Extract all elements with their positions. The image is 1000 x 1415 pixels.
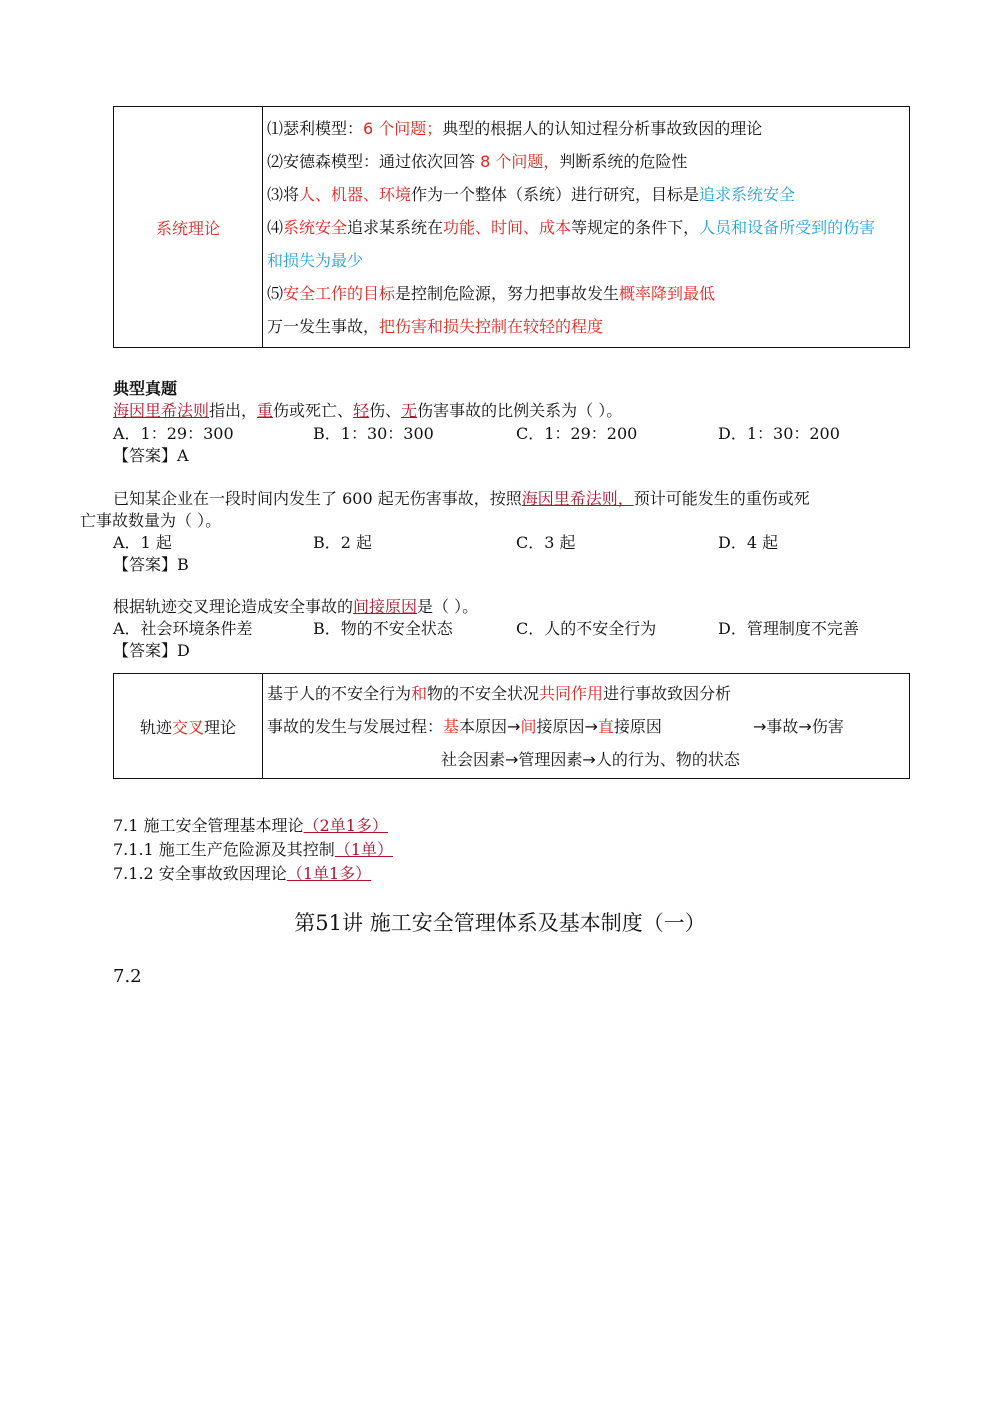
- section-number: 7.2: [113, 966, 142, 987]
- toc-item[interactable]: 7.1.1 施工生产危险源及其控制（1单）: [113, 840, 393, 859]
- text-segment: 重: [257, 401, 274, 420]
- text-segment: 典型的根据人的认知过程分析事故致因的理论: [442, 118, 763, 138]
- text-segment: 接原因→: [536, 716, 598, 736]
- text-segment: 安全工作的目标: [283, 283, 396, 303]
- text-segment: 已知某企业在一段时间内发生了 600 起无伤害事故，按照: [113, 489, 522, 508]
- text-segment: 预计可能发生的重伤或死: [633, 489, 810, 508]
- text-segment: 海因里希法则: [113, 401, 210, 420]
- text-segment: 是控制危险源，努力把事故发生: [395, 283, 620, 303]
- text-segment: 理论: [204, 717, 237, 737]
- text-segment: ⑷: [267, 217, 284, 237]
- text-segment: 伤或死亡、: [273, 401, 354, 420]
- question-1-options: [113, 423, 913, 445]
- system-theory-row: [267, 244, 905, 277]
- trajectory-theory-label: [114, 674, 263, 779]
- system-theory-row: [267, 211, 905, 244]
- system-theory-label: 系统理论: [114, 107, 263, 348]
- trajectory-theory-table: [113, 673, 910, 779]
- text-segment: 基于人的不安全行为: [267, 683, 412, 703]
- option-a[interactable]: A．1 起: [113, 533, 172, 552]
- text-segment: 概率降到最低: [619, 283, 716, 303]
- option-b[interactable]: B．1：30：300: [313, 424, 434, 443]
- question-1-text: [113, 400, 622, 422]
- text-segment: 间: [520, 716, 537, 736]
- question-2-options: [113, 532, 913, 554]
- text-segment: 系统安全: [283, 217, 348, 237]
- option-c[interactable]: C．1：29：200: [516, 424, 638, 443]
- text-segment: 共同作用: [539, 683, 604, 703]
- trajectory-theory-content: [263, 674, 910, 779]
- system-theory-row: [267, 178, 905, 211]
- question-2-answer: 【答案】B: [113, 555, 189, 574]
- question-2-text: [113, 488, 810, 510]
- system-theory-row: [267, 277, 905, 310]
- text-segment: 8 个问题，: [480, 151, 560, 171]
- option-a[interactable]: A．1：29：300: [113, 424, 234, 443]
- text-segment: 物的不安全状况: [427, 683, 540, 703]
- option-b[interactable]: B．2 起: [313, 533, 373, 552]
- text-segment: 指出，: [209, 401, 258, 420]
- question-2-text-line2: 亡事故数量为（ ）。: [80, 511, 222, 530]
- text-segment: 无: [401, 401, 418, 420]
- text-segment: 功能、时间、成本: [443, 217, 572, 237]
- text-segment: ⑵安德森模型：通过依次回答: [267, 151, 481, 171]
- text-segment: 万一发生事故，: [267, 316, 380, 336]
- text-segment: 追求系统安全: [699, 184, 796, 204]
- question-1-answer: 【答案】A: [113, 446, 189, 465]
- heading-typical-questions: 典型真题: [113, 379, 178, 398]
- text-segment: 把伤害和损失控制在较轻的程度: [379, 316, 604, 336]
- question-3-options: [113, 618, 913, 640]
- text-segment: 直: [597, 716, 614, 736]
- text-segment: 根据轨迹交叉理论造成安全事故的: [113, 597, 354, 616]
- text-segment: 接原因: [613, 716, 662, 736]
- question-3-answer: 【答案】D: [113, 641, 190, 660]
- trajectory-row-3: 社会因素→管理因素→人的行为、物的状态: [441, 749, 740, 769]
- text-segment: 海因里希法则，: [521, 489, 634, 508]
- text-segment: 6 个问题；: [363, 118, 443, 138]
- trajectory-row-1: [267, 677, 905, 710]
- question-3-text: [113, 596, 478, 618]
- option-b[interactable]: B．物的不安全状态: [313, 619, 453, 638]
- system-theory-row: [267, 145, 905, 178]
- text-segment: 是（ ）。: [417, 597, 479, 616]
- option-d[interactable]: D．1：30：200: [718, 424, 840, 443]
- trajectory-row-2: [267, 710, 905, 743]
- toc-list: [113, 814, 393, 886]
- text-segment: 等规定的条件下，: [571, 217, 700, 237]
- text-segment: 事故的发生与发展过程：: [267, 716, 444, 736]
- text-segment: 伤、: [369, 401, 402, 420]
- text-segment: 基: [443, 716, 460, 736]
- system-theory-content: [263, 107, 910, 348]
- text-segment: 伤害事故的比例关系为（ ）。: [417, 401, 623, 420]
- option-d[interactable]: D．4 起: [718, 533, 779, 552]
- text-segment: 进行事故致因分析: [603, 683, 732, 703]
- text-segment: 间接原因: [353, 597, 418, 616]
- lecture-title: 第51讲 施工安全管理体系及基本制度（一）: [294, 911, 706, 935]
- text-segment: 轻: [353, 401, 370, 420]
- text-segment: 判断系统的危险性: [559, 151, 688, 171]
- text-segment: 轨迹: [139, 717, 172, 737]
- option-c[interactable]: C．3 起: [516, 533, 576, 552]
- system-theory-row: [267, 112, 905, 145]
- text-segment: ⑴瑟利模型：: [267, 118, 364, 138]
- toc-item[interactable]: 7.1.2 安全事故致因理论（1单1多）: [113, 864, 372, 883]
- option-d[interactable]: D．管理制度不完善: [718, 619, 859, 638]
- text-segment: 人员和设备所受到的伤害: [699, 217, 876, 237]
- text-segment: 追求某系统在: [347, 217, 444, 237]
- option-c[interactable]: C．人的不安全行为: [516, 619, 657, 638]
- text-segment: 和损失为最少: [267, 250, 364, 270]
- text-segment: 本原因→: [459, 716, 521, 736]
- text-segment: 人、机器、环境: [299, 184, 412, 204]
- trajectory-row-2-result: →事故→伤害: [753, 716, 844, 736]
- system-theory-table: [113, 106, 910, 348]
- system-theory-row: [267, 310, 905, 343]
- text-segment: 交叉: [171, 717, 204, 737]
- text-segment: 作为一个整体（系统）进行研究，目标是: [411, 184, 700, 204]
- text-segment: 和: [411, 683, 428, 703]
- text-segment: ⑸: [267, 283, 284, 303]
- option-a[interactable]: A．社会环境条件差: [113, 619, 253, 638]
- text-segment: ⑶将: [267, 184, 300, 204]
- toc-item[interactable]: 7.1 施工安全管理基本理论（2单1多）: [113, 816, 388, 835]
